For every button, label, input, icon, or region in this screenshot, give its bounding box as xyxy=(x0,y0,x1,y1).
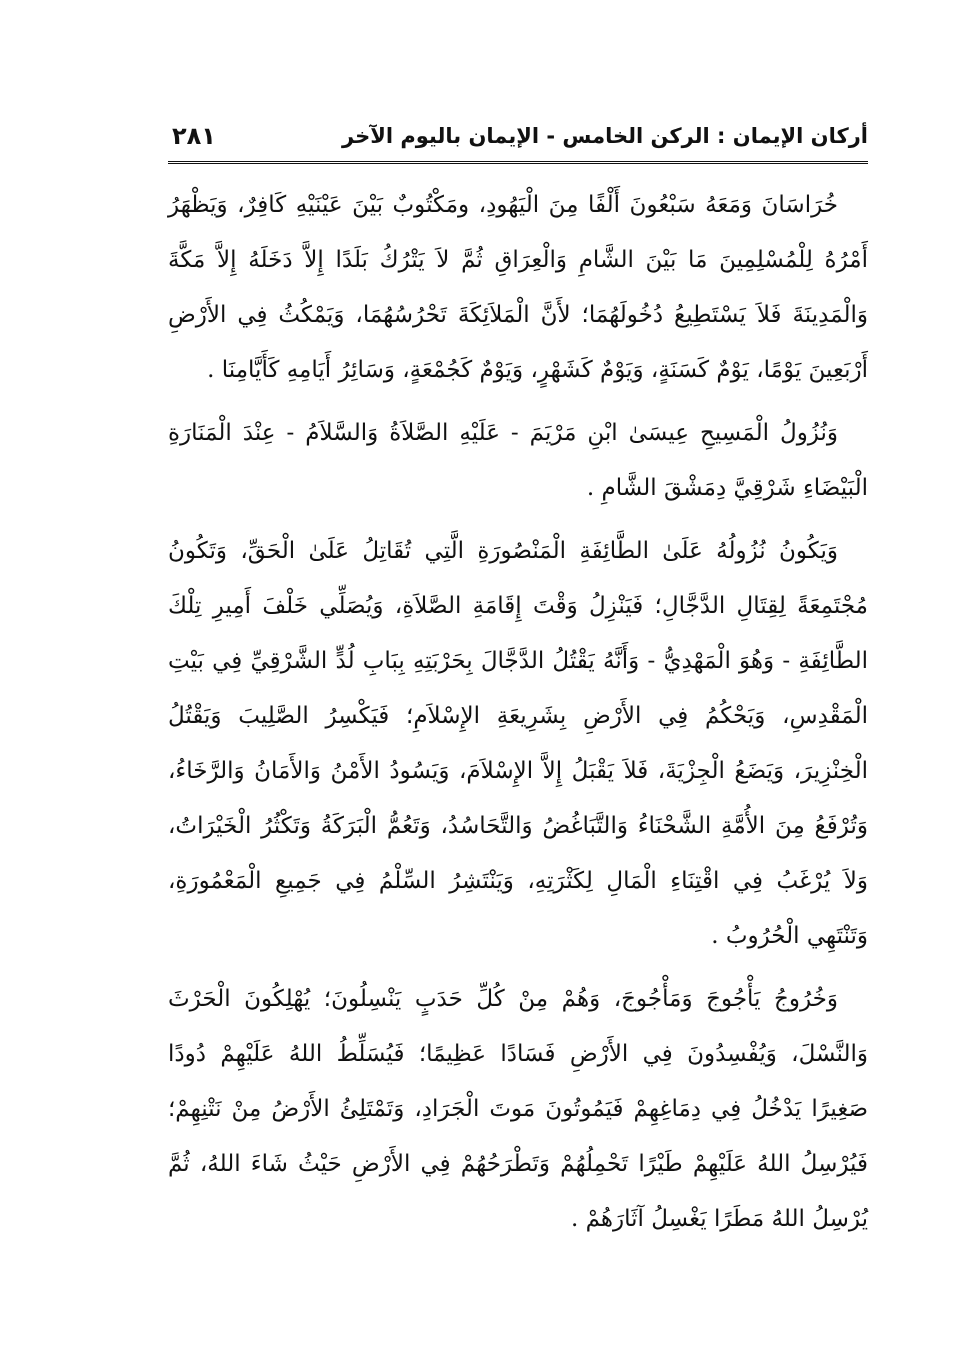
paragraph-gog-and-magog: وَخُرُوجُ يَأْجُوجَ وَمَأْجُوجَ، وَهُمْ مِنْ كُلِّ حَدَبٍ يَنْسِلُونَ؛ يُهْلِكُونَ الْحَرْثَ وَالنَّسْلَ، وَيُفْسِدُونَ فِي الأَرْضِ فَسَادًا عَظِيمًا؛ فَيُسَلِّطُ اللهُ عَلَيْهِمْ دُودًا صَغِيرًا يَدْخُلُ فِي دِمَاغِهِمْ فَيَمُوتُونَ مَوتَ الْجَرَادِ، وَتَمْتَلِئُ الأَرْضُ مِنْ نَتْنِهِمْ؛ فَيُرْسِلُ اللهُ عَلَيْهِمْ طَيْرًا تَحْمِلُهُمْ وَتَطْرَحُهُمْ فِي الأَرْضِ حَيْثُ شَاءَ اللهُ، ثُمَّ يُرْسِلُ اللهُ مَطَرًا يَغْسِلُ آثَارَهُمْ . xyxy=(168,986,868,1232)
page-number: ٢٨١ xyxy=(172,122,216,150)
header-title: أركان الإيمان : الركن الخامس - الإيمان باليوم الآخر xyxy=(342,124,868,148)
header-rule xyxy=(168,161,868,164)
paragraph-dajjal: خُرَاسَانَ وَمَعَهُ سَبْعُونَ أَلْفًا مِنَ الْيَهُودِ، ومَكْتُوبٌ بَيْنَ عَيْنَيْهِ كَافِرٌ، وَيَظْهَرُ أَمْرُهُ لِلْمُسْلِمِينَ مَا بَيْنَ الشَّامِ وَالْعِرَاقِ ثُمَّ لاَ يَتْرُكُ بَلَدًا إِلاَّ دَخَلَهُ إِلاَّ مَكَّةَ وَالْمَدِينَةَ فَلاَ يَسْتَطِيعُ دُخُولَهُمَا؛ لأَنَّ الْمَلاَئِكَةَ تَحْرُسُهُمَا، وَيَمْكُثُ فِي الأَرْضِ أَرْبَعِينَ يَوْمًا، يَوْمٌ كَسَنَةٍ، وَيَوْمٌ كَشَهْرٍ، وَيَوْمٌ كَجُمْعَةٍ، وَسَائِرُ أَيَامِهِ كَأَيَّامِنَا . xyxy=(168,192,868,383)
body-text xyxy=(168,178,868,1255)
paragraph-descent-of-jesus: وَنُزُولُ الْمَسِيحِ عِيسَىٰ ابْنِ مَرْيَمَ - عَلَيْهِ الصَّلاَةُ وَالسَّلاَمُ - عِنْدَ الْمَنَارَةِ الْبَيْضَاءِ شَرْقِيَّ دِمَشْقَ الشَّامِ . xyxy=(168,420,868,501)
running-header xyxy=(168,120,868,164)
paragraph-victorious-group: وَيَكُونُ نُزُولُهُ عَلَىٰ الطَّائِفَةِ الْمَنْصُورَةِ الَّتِي تُقَاتِلُ عَلَىٰ الْحَقِّ، وَتَكُونُ مُجْتَمِعَةً لِقِتَالِ الدَّجَّالِ؛ فَيَنْزِلُ وَقْتَ إِقَامَةِ الصَّلاَةِ، وَيُصَلِّي خَلْفَ أَمِيرِ تِلْكَ الطَّائِفَةِ - وَهُوَ الْمَهْدِيُّ - وَأَنَّهُ يَقْتُلُ الدَّجَّالَ بِحَرْبَتِهِ بِبَابِ لُدٍّ الشَّرْقِيِّ فِي بَيْتِ الْمَقْدِسِ، وَيَحْكُمُ فِي الأَرْضِ بِشَرِيعَةِ الإِسْلاَمِ؛ فَيَكْسِرُ الصَّلِيبَ وَيَقْتُلُ الْخِنْزِيرَ، وَيَضَعُ الْجِزْيَةَ، فَلاَ يَقْبَلُ إِلاَّ الإِسْلاَمَ، وَيَسُودُ الأَمْنُ وَالأَمَانُ وَالرَّخَاءُ، وَتُرْفَعُ مِنَ الأُمَّةِ الشَّحْنَاءُ وَالتَّبَاغُضُ وَالتَّحَاسُدُ، وَتَعُمُّ الْبَرَكَةُ وَتَكْثُرُ الْخَيْرَاتُ، وَلاَ يُرْغَبُ فِي اقْتِنَاءِ الْمَالِ لِكَثْرَتِهِ، وَيَنْتَشِرُ السِّلْمُ فِي جَمِيعِ الْمَعْمُورَةِ، وَتَنْتَهِي الْحُرُوبُ . xyxy=(168,538,868,949)
